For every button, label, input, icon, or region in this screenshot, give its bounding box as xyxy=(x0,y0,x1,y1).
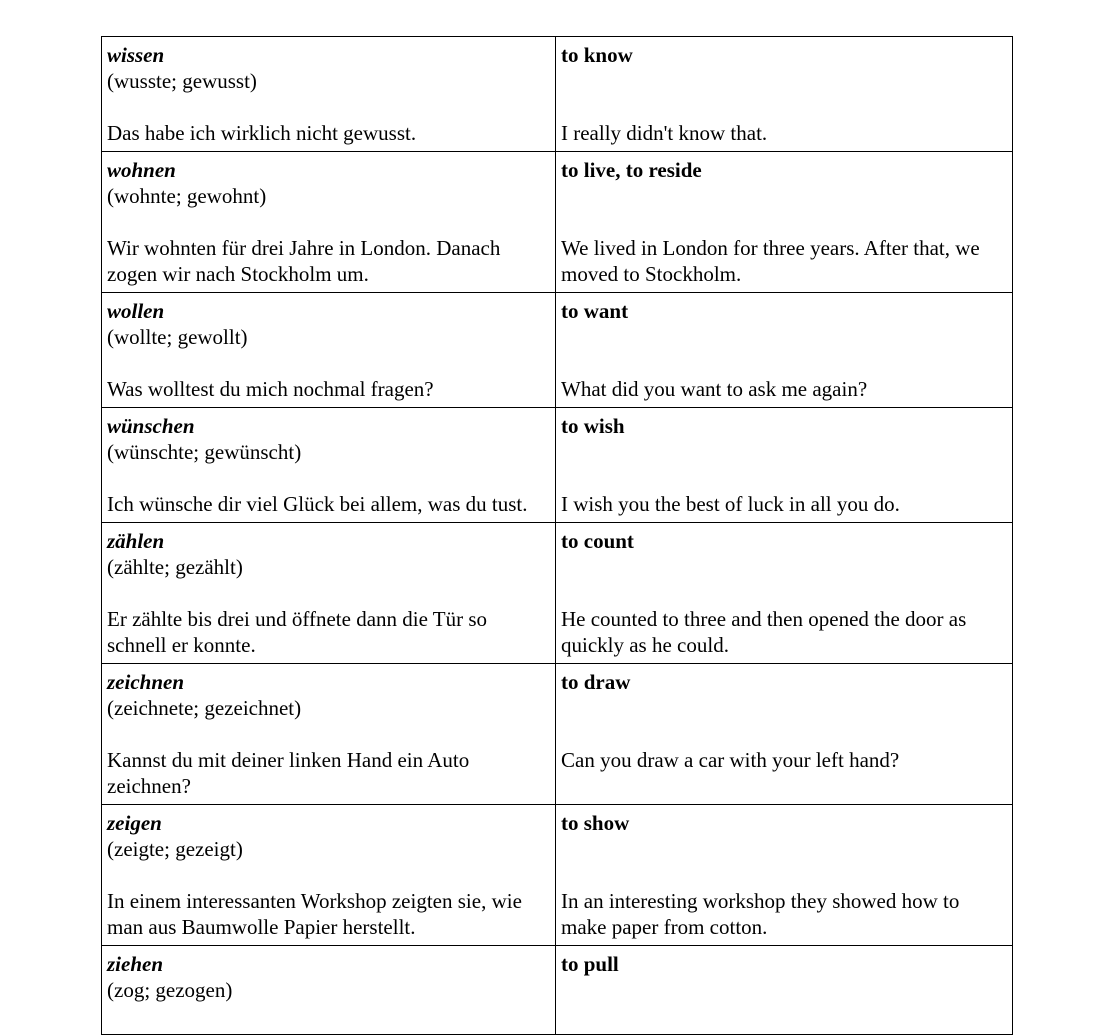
verb-meaning: to pull xyxy=(561,952,619,976)
verb-infinitive: wissen xyxy=(107,43,165,67)
german-cell xyxy=(102,805,556,946)
verb-infinitive: ziehen xyxy=(107,952,164,976)
verb-meaning: to wish xyxy=(561,414,625,438)
example-english: We lived in London for three years. After that, we moved to Stockholm. xyxy=(561,236,980,286)
table-row xyxy=(102,805,1013,946)
example-english: I really didn't know that. xyxy=(561,121,768,145)
verb-meaning: to know xyxy=(561,43,633,67)
verb-meaning: to draw xyxy=(561,670,631,694)
german-cell xyxy=(102,408,556,523)
german-cell xyxy=(102,523,556,664)
table-row xyxy=(102,664,1013,805)
verb-forms: (wollte; gewollt) xyxy=(107,325,248,349)
german-cell xyxy=(102,293,556,408)
example-english: In an interesting workshop they showed how to make paper from cotton. xyxy=(561,889,960,939)
table-row xyxy=(102,408,1013,523)
verb-forms: (wohnte; gewohnt) xyxy=(107,184,267,208)
english-cell xyxy=(556,523,1013,664)
german-cell xyxy=(102,946,556,1035)
example-german: Ich wünsche dir viel Glück bei allem, was du tust. xyxy=(107,492,528,516)
english-cell xyxy=(556,152,1013,293)
verb-infinitive: wollen xyxy=(107,299,165,323)
verb-infinitive: wohnen xyxy=(107,158,176,182)
table-row xyxy=(102,523,1013,664)
verb-forms: (wünschte; gewünscht) xyxy=(107,440,302,464)
example-german: Das habe ich wirklich nicht gewusst. xyxy=(107,121,417,145)
verb-meaning: to count xyxy=(561,529,634,553)
table-row xyxy=(102,152,1013,293)
verb-infinitive: wünschen xyxy=(107,414,195,438)
example-german: In einem interessanten Workshop zeigten sie, wie man aus Baumwolle Papier herstellt. xyxy=(107,889,522,939)
verb-forms: (wusste; gewusst) xyxy=(107,69,257,93)
example-english: I wish you the best of luck in all you do. xyxy=(561,492,900,516)
example-english: What did you want to ask me again? xyxy=(561,377,868,401)
verb-meaning: to live, to reside xyxy=(561,158,702,182)
english-cell xyxy=(556,293,1013,408)
example-english: Can you draw a car with your left hand? xyxy=(561,748,900,772)
english-cell xyxy=(556,664,1013,805)
verb-meaning: to want xyxy=(561,299,629,323)
english-cell xyxy=(556,946,1013,1035)
table-row xyxy=(102,293,1013,408)
example-english: He counted to three and then opened the door as quickly as he could. xyxy=(561,607,967,657)
table-row xyxy=(102,37,1013,152)
verb-forms: (zeichnete; gezeichnet) xyxy=(107,696,302,720)
german-cell xyxy=(102,37,556,152)
english-cell xyxy=(556,37,1013,152)
verb-infinitive: zeigen xyxy=(107,811,162,835)
english-cell xyxy=(556,408,1013,523)
verb-forms: (zählte; gezählt) xyxy=(107,555,243,579)
german-cell xyxy=(102,664,556,805)
example-german: Wir wohnten für drei Jahre in London. Danach zogen wir nach Stockholm um. xyxy=(107,236,501,286)
german-cell xyxy=(102,152,556,293)
vocabulary-table xyxy=(101,36,1013,1035)
example-german: Was wolltest du mich nochmal fragen? xyxy=(107,377,434,401)
example-german: Kannst du mit deiner linken Hand ein Auto zeichnen? xyxy=(107,748,470,798)
english-cell xyxy=(556,805,1013,946)
verb-forms: (zog; gezogen) xyxy=(107,978,233,1002)
verb-meaning: to show xyxy=(561,811,630,835)
verb-infinitive: zählen xyxy=(107,529,165,553)
verb-infinitive: zeichnen xyxy=(107,670,185,694)
table-row xyxy=(102,946,1013,1035)
example-german: Er zählte bis drei und öffnete dann die Tür so schnell er konnte. xyxy=(107,607,488,657)
verb-forms: (zeigte; gezeigt) xyxy=(107,837,243,861)
